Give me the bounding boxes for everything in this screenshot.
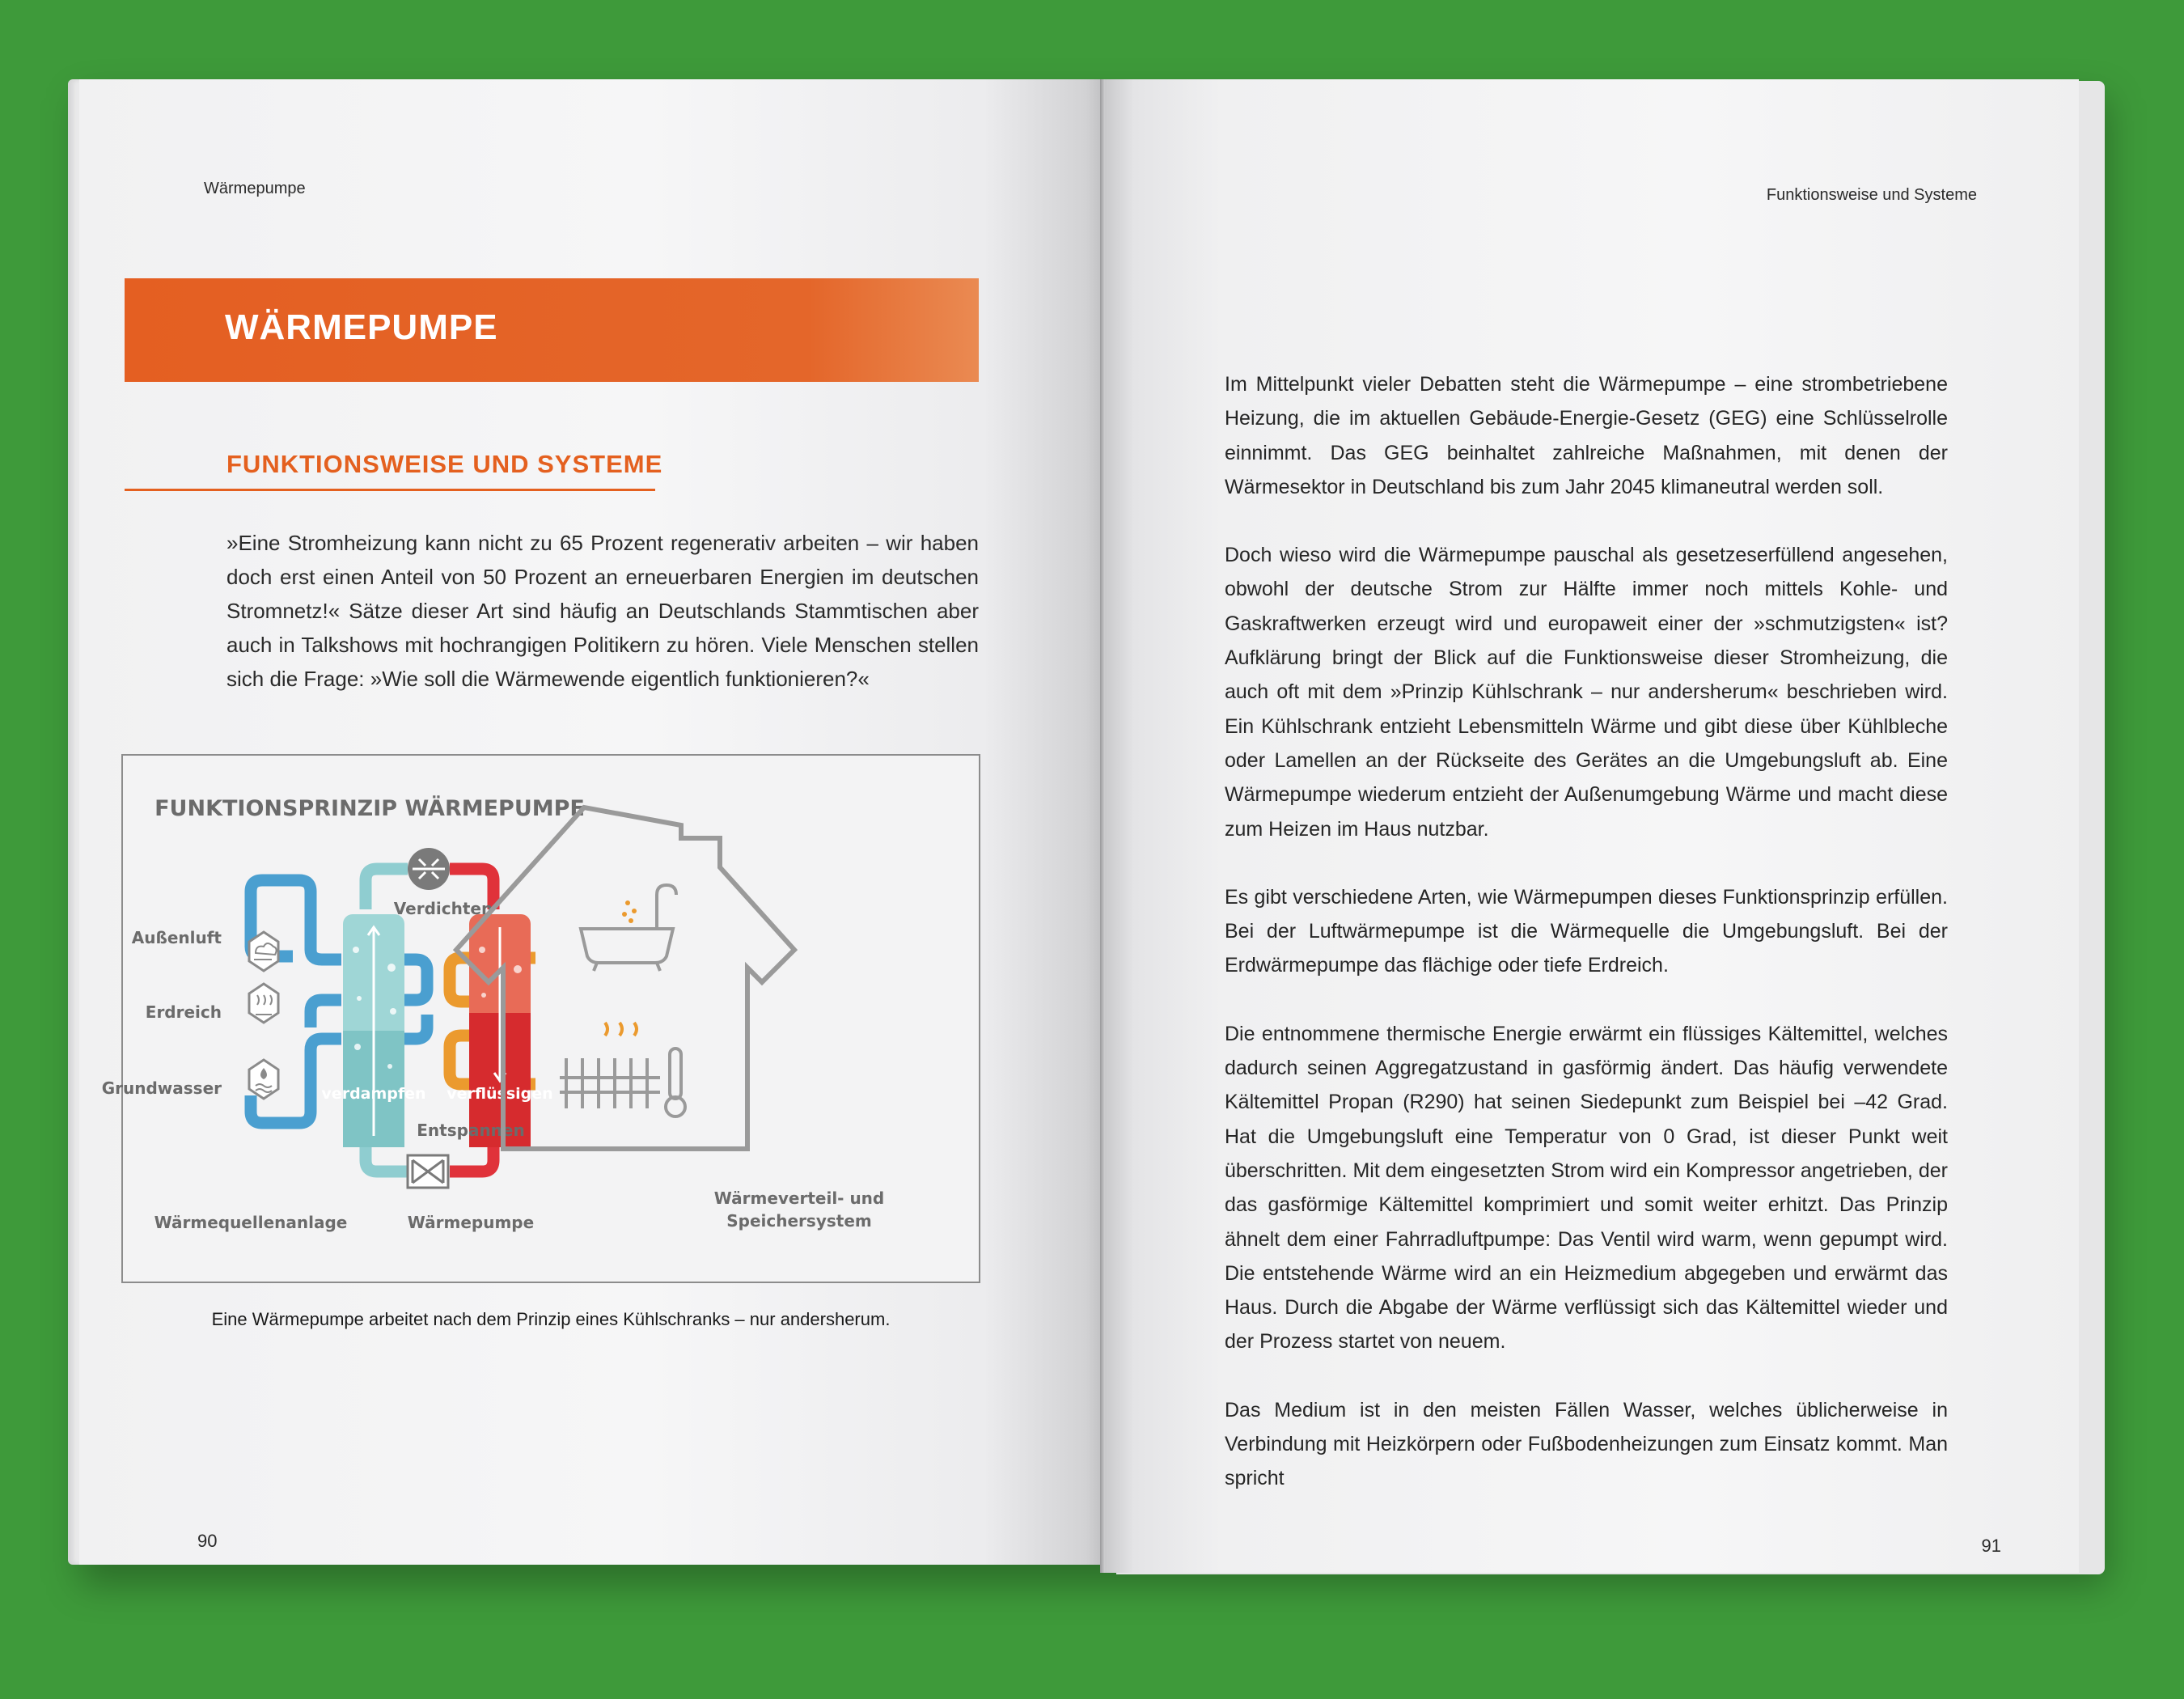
intro-line: auch in Talkshows mit hochrangigen Politikern zu hören. Viele Menschen stellen [226,633,979,657]
paragraph: Doch wieso wird die Wärmepumpe pauschal als gesetzeserfüllend angesehen, obwohl der deutsche Strom zur Hälfte immer noch mittels Kohle- und Gaskraftwerken erzeugt wird und europaweit einer der »schmutzigsten« ist? Aufklärung bringt der Blick auf die Funktionsweise dieser Stromheizung, die auch oft mit dem »Prinzip Kühlschrank – nur andersherum« beschrieben wird. Ein Kühlschrank entzieht Lebensmitteln Wärme und gibt diese über Kühlbleche oder Lamellen an der Rückseite des Gerätes an die Umgebungsluft ab. Eine Wärmepumpe wiederum entzieht der Außenumgebung Wärme und macht diese zum Heizen im Haus nutzbar. [1225,544,1948,841]
paragraph: Die entnommene thermische Energie erwärmt ein flüssiges Kältemittel, welches dadurch seinen Aggregatzustand in gasförmig ändert. Das häufig verwendete Kältemittel Propan (R290) hat seinen Siedepunkt zum Beispiel bei –42 Grad. Hat die Umgebungsluft eine Temperatur von 0 Grad, ist dieser Punkt weit überschritten. Mit dem eingesetzten Strom wird ein Kompressor angetrieben, der das gasförmige Kältemittel komprimiert und somit weiter erhitzt. Das Prinzip ähnelt dem einer Fahrradluftpumpe: Das Ventil wird warm, wenn gepumpt wird. Die entstehende Wärme wird an ein Heizmedium abgegeben und erwärmt das Haus. Durch die Abgabe der Wärme verflüssigt sich das Kältemittel wieder und der Prozess startet von neuem. [1225,1022,1948,1354]
paragraph: Es gibt verschiedene Arten, wie Wärmepumpen dieses Funktionsprinzip erfüllen. Bei der Luftwärmepumpe ist die Wärmequelle die Umgebungsluft. Bei der Erdwärmepumpe das flächige oder tiefe Erdreich. [1225,885,1948,977]
section-label-distribution-2: Speichersystem [726,1211,872,1231]
evaporator-coil-2 [403,1015,427,1039]
source-pipe-mid [311,1000,341,1027]
diagram-title: FUNKTIONSPRINZIP WÄRMEPUMPE [154,796,585,821]
section-label-source: Wärmequellenanlage [154,1213,348,1232]
heat-pump-diagram-svg [101,756,979,1282]
source-label-erdreich: Erdreich [145,1002,222,1022]
page-number-right: 91 [1981,1536,2001,1556]
section-label-pump: Wärmepumpe [407,1213,535,1232]
paragraph: Das Medium ist in den meisten Fällen Wasser, welches üblicherweise in Verbindung mit Heizkörpern oder Fußbodenheizungen zum Einsatz kommt. Man spricht [1225,1398,1948,1490]
verfluessigen-label: verflüssigen [447,1085,553,1103]
refrigerant-pipe-bottom-right [450,1144,493,1172]
bathtub-icon [581,885,676,971]
verdampfen-label: verdampfen [321,1085,426,1103]
source-label-luft: Außenluft [131,928,222,947]
groundwater-icon [249,1060,278,1099]
intro-line: Stromnetz!« Sätze dieser Art sind häufig an Deutschlands Stammtischen aber [226,599,979,623]
section-heading: FUNKTIONSWEISE UND SYSTEME [226,450,663,478]
entspannen-label: Entspannen [417,1121,525,1140]
cloud-wind-icon [249,932,278,971]
section-heading-rule [125,489,655,491]
source-label-grundwasser: Grundwasser [101,1078,222,1098]
section-label-distribution-1: Wärmeverteil- und [713,1188,885,1208]
verdichten-label: Verdichten [393,899,493,918]
right-page [1105,79,2079,1573]
paragraph: Im Mittelpunkt vieler Debatten steht die Wärmepumpe – eine strombetriebene Heizung, die im aktuellen Gebäude-Energie-Gesetz (GEG) eine Schlüsselrolle einnimmt. Das GEG beinhaltet zahlreiche Maßnahmen, mit denen der Wärmesektor in Deutschland bis zum Jahr 2045 klimaneutral werden soll. [1225,373,1948,498]
refrigerant-pipe-bottom-left [366,1144,408,1172]
chapter-title: WÄRMEPUMPE [225,307,498,347]
left-page [79,79,1107,1565]
figure-caption: Eine Wärmepumpe arbeitet nach dem Prinzip eines Kühlschranks – nur andersherum. [211,1309,891,1329]
intro-line: »Eine Stromheizung kann nicht zu 65 Prozent regenerativ arbeiten – wir haben [226,531,979,555]
heat-pump-diagram [101,754,980,1283]
evaporator-coil-1 [403,960,427,1000]
page-number-left: 90 [197,1531,218,1551]
running-head-right: Funktionsweise und Systeme [1766,186,1977,204]
intro-paragraph [226,526,979,696]
running-head-left: Wärmepumpe [204,180,306,197]
chapter-title-bar [125,278,979,382]
radiator-icon [560,1023,685,1116]
intro-line: doch erst einen Anteil von 50 Prozent an erneuerbaren Energien im deutschen [226,565,979,589]
intro-line: sich die Frage: »Wie soll die Wärmewende eigentlich funktionieren?« [226,667,870,691]
right-body-text [1225,367,1948,1530]
ground-heat-icon [249,984,278,1023]
